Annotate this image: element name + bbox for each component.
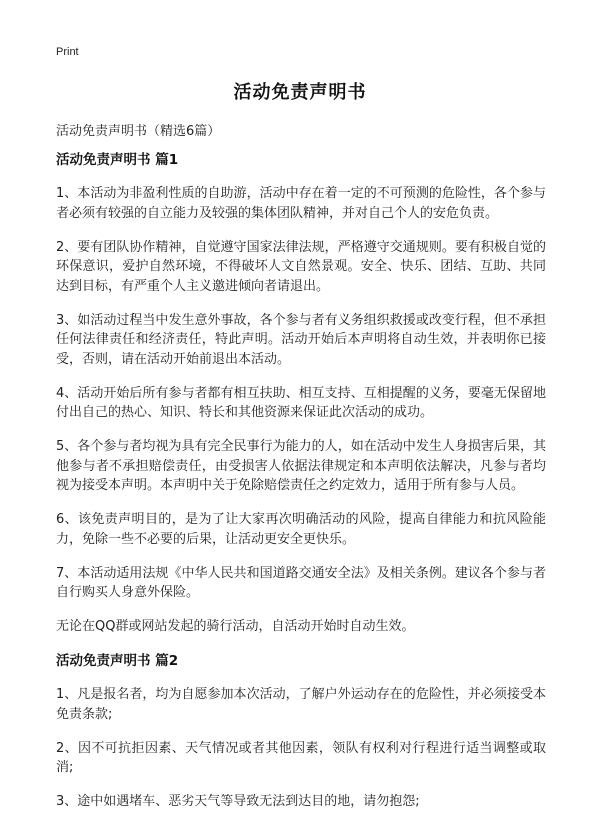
page-title: 活动免责声明书 xyxy=(233,82,367,103)
paragraph: 5、各个参与者均视为具有完全民事行为能力的人，如在活动中发生人身损害后果，其他参与者不承担赔偿责任，由受损害人依据法律规定和本声明依法解决，凡参与者均视为接受本声明。本声明中关于免除赔偿责任之约定效力，适用于所有参与人员。 xyxy=(56,439,546,493)
print-label: Print xyxy=(56,46,79,58)
document-body xyxy=(56,150,546,826)
paragraph: 7、本活动适用法规《中华人民共和国道路交通安全法》及相关条例。建议各个参与者自行购买人身意外保险。 xyxy=(56,565,546,600)
paragraph: 1、本活动为非盈利性质的自助游，活动中存在着一定的不可预测的危险性，各个参与者必须有较强的自立能力及较强的集体团队精神，并对自己个人的安危负责。 xyxy=(56,186,546,221)
paragraph: 1、凡是报名者，均为自愿参加本次活动，了解户外运动存在的危险性，并必须接受本免责条款; xyxy=(56,687,546,722)
section-2 xyxy=(56,651,546,812)
paragraph: 2、要有团队协作精神，自觉遵守国家法律法规，严格遵守交通规则。要有积极自觉的环保意识，爱护自然环境，不得破坏人文自然景观。安全、快乐、团结、互助、共同达到目标，有严重个人主义邀进倾向者请退出。 xyxy=(56,239,546,294)
paragraph: 3、如活动过程当中发生意外事故，各个参与者有义务组织救援或改变行程，但不承担任何法律责任和经济责任，特此声明。活动开始后本声明将自动生效，并表明你已接受，否则，请在活动开始前退出本活动。 xyxy=(56,312,546,367)
document-subtitle: 活动免责声明书（精选6篇） xyxy=(56,124,221,139)
paragraph: 3、途中如遇堵车、恶劣天气等导致无法到达目的地，请勿抱怨; xyxy=(56,794,420,809)
section-heading: 活动免责声明书 篇2 xyxy=(56,653,179,669)
paragraph: 6、该免责声明目的，是为了让大家再次明确活动的风险，提高自律能力和抗风险能力，免除一些不必要的后果，让活动更安全更快乐。 xyxy=(56,512,546,547)
section-1 xyxy=(56,150,546,637)
paragraph: 2、因不可抗拒因素、天气情况或者其他因素，领队有权利对行程进行适当调整或取消; xyxy=(56,740,546,775)
paragraph: 4、活动开始后所有参与者都有相互扶助、相互支持、互相提醒的义务，要毫无保留地付出自己的热心、知识、特长和其他资源来保证此次活动的成功。 xyxy=(56,385,546,420)
paragraph: 无论在QQ群或网站发起的骑行活动，自活动开始时自动生效。 xyxy=(56,619,415,634)
section-heading: 活动免责声明书 篇1 xyxy=(56,152,179,168)
